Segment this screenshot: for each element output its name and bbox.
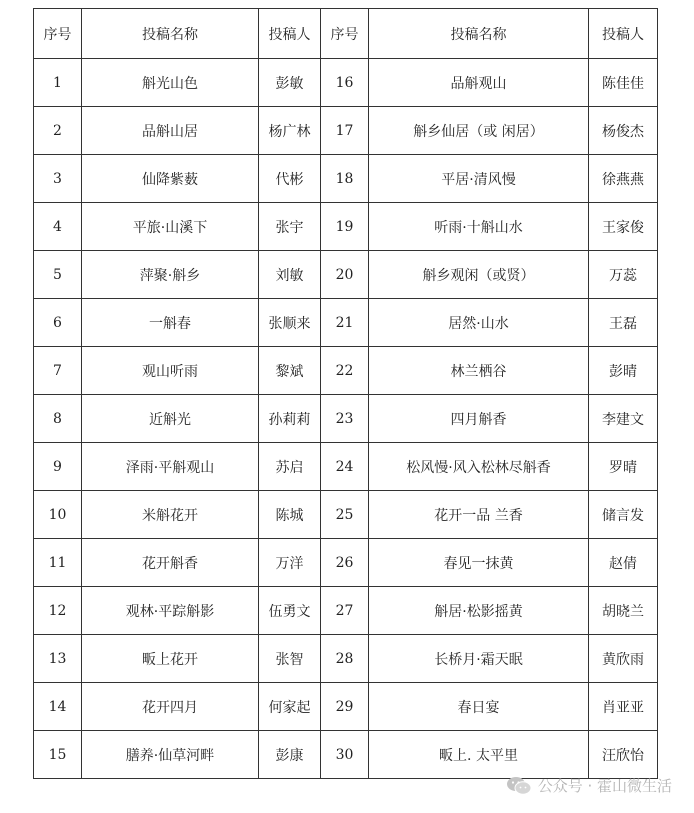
cell-title-left: 畈上花开	[82, 635, 259, 683]
cell-author-left: 杨广林	[259, 107, 321, 155]
cell-title-right: 花开一品 兰香	[369, 491, 589, 539]
header-serial-left: 序号	[34, 9, 82, 59]
cell-serial-right: 18	[321, 155, 369, 203]
cell-title-right: 松风慢·风入松林尽斛香	[369, 443, 589, 491]
table-row	[34, 683, 658, 731]
cell-title-left: 泽雨·平斛观山	[82, 443, 259, 491]
cell-serial-right: 27	[321, 587, 369, 635]
cell-serial-left: 8	[34, 395, 82, 443]
table-row	[34, 635, 658, 683]
cell-author-right: 李建文	[589, 395, 658, 443]
table-row	[34, 155, 658, 203]
cell-author-left: 张宇	[259, 203, 321, 251]
wechat-icon	[506, 776, 532, 796]
cell-title-left: 观山听雨	[82, 347, 259, 395]
cell-serial-left: 15	[34, 731, 82, 779]
table-row	[34, 203, 658, 251]
table-row	[34, 443, 658, 491]
cell-serial-right: 23	[321, 395, 369, 443]
cell-title-left: 一斛春	[82, 299, 259, 347]
cell-title-right: 平居·清风慢	[369, 155, 589, 203]
cell-title-right: 春见一抹黄	[369, 539, 589, 587]
cell-author-right: 黄欣雨	[589, 635, 658, 683]
cell-author-left: 代彬	[259, 155, 321, 203]
cell-author-right: 罗晴	[589, 443, 658, 491]
cell-serial-left: 6	[34, 299, 82, 347]
cell-title-right: 畈上. 太平里	[369, 731, 589, 779]
header-author-right: 投稿人	[589, 9, 658, 59]
cell-title-left: 近斛光	[82, 395, 259, 443]
cell-author-right: 赵倩	[589, 539, 658, 587]
cell-author-right: 王家俊	[589, 203, 658, 251]
header-title-right: 投稿名称	[369, 9, 589, 59]
table-row	[34, 491, 658, 539]
cell-serial-right: 16	[321, 59, 369, 107]
cell-serial-left: 1	[34, 59, 82, 107]
cell-title-right: 斛乡观闲（或贤）	[369, 251, 589, 299]
cell-author-right: 汪欣怡	[589, 731, 658, 779]
cell-serial-right: 22	[321, 347, 369, 395]
header-title-left: 投稿名称	[82, 9, 259, 59]
cell-title-right: 居然·山水	[369, 299, 589, 347]
table-row	[34, 299, 658, 347]
cell-author-left: 彭康	[259, 731, 321, 779]
cell-author-left: 黎斌	[259, 347, 321, 395]
cell-serial-right: 28	[321, 635, 369, 683]
table-row	[34, 59, 658, 107]
cell-title-left: 花开四月	[82, 683, 259, 731]
table-row	[34, 347, 658, 395]
cell-serial-left: 12	[34, 587, 82, 635]
cell-author-left: 张顺来	[259, 299, 321, 347]
cell-author-right: 徐燕燕	[589, 155, 658, 203]
cell-author-right: 肖亚亚	[589, 683, 658, 731]
cell-title-left: 斛光山色	[82, 59, 259, 107]
cell-title-right: 长桥月·霜天眠	[369, 635, 589, 683]
cell-author-left: 刘敏	[259, 251, 321, 299]
cell-author-right: 杨俊杰	[589, 107, 658, 155]
cell-title-right: 春日宴	[369, 683, 589, 731]
cell-author-left: 陈城	[259, 491, 321, 539]
cell-serial-right: 26	[321, 539, 369, 587]
cell-author-right: 陈佳佳	[589, 59, 658, 107]
cell-serial-left: 11	[34, 539, 82, 587]
cell-serial-right: 19	[321, 203, 369, 251]
cell-title-right: 品斛观山	[369, 59, 589, 107]
cell-title-left: 米斛花开	[82, 491, 259, 539]
cell-title-left: 品斛山居	[82, 107, 259, 155]
cell-author-right: 胡晓兰	[589, 587, 658, 635]
cell-author-right: 万蕊	[589, 251, 658, 299]
cell-serial-right: 30	[321, 731, 369, 779]
header-author-left: 投稿人	[259, 9, 321, 59]
watermark-text: 公众号 · 霍山微生活	[537, 777, 672, 795]
table-row	[34, 395, 658, 443]
cell-title-left: 观林·平踪斛影	[82, 587, 259, 635]
cell-serial-left: 13	[34, 635, 82, 683]
cell-title-right: 四月斛香	[369, 395, 589, 443]
cell-serial-left: 5	[34, 251, 82, 299]
cell-author-right: 彭晴	[589, 347, 658, 395]
cell-serial-left: 10	[34, 491, 82, 539]
table-row	[34, 251, 658, 299]
table-row	[34, 587, 658, 635]
cell-serial-right: 25	[321, 491, 369, 539]
cell-title-left: 花开斛香	[82, 539, 259, 587]
submissions-table	[33, 8, 658, 779]
cell-serial-right: 20	[321, 251, 369, 299]
cell-author-left: 张智	[259, 635, 321, 683]
cell-serial-left: 9	[34, 443, 82, 491]
watermark	[506, 775, 672, 796]
table-body	[34, 59, 658, 779]
cell-serial-left: 14	[34, 683, 82, 731]
cell-serial-left: 7	[34, 347, 82, 395]
cell-author-left: 彭敏	[259, 59, 321, 107]
cell-author-left: 万洋	[259, 539, 321, 587]
cell-author-left: 苏启	[259, 443, 321, 491]
cell-serial-left: 2	[34, 107, 82, 155]
cell-title-right: 听雨·十斛山水	[369, 203, 589, 251]
table-header-row	[34, 9, 658, 59]
cell-title-right: 斛乡仙居（或 闲居）	[369, 107, 589, 155]
cell-title-left: 膳养·仙草河畔	[82, 731, 259, 779]
cell-title-right: 斛居·松影摇黄	[369, 587, 589, 635]
table-row	[34, 107, 658, 155]
cell-title-left: 平旅·山溪下	[82, 203, 259, 251]
cell-serial-right: 17	[321, 107, 369, 155]
table-row	[34, 731, 658, 779]
cell-author-right: 王磊	[589, 299, 658, 347]
cell-author-left: 何家起	[259, 683, 321, 731]
header-serial-right: 序号	[321, 9, 369, 59]
cell-title-left: 萍聚·斛乡	[82, 251, 259, 299]
cell-author-left: 孙莉莉	[259, 395, 321, 443]
cell-serial-right: 21	[321, 299, 369, 347]
cell-title-right: 林兰栖谷	[369, 347, 589, 395]
cell-author-right: 储言发	[589, 491, 658, 539]
cell-author-left: 伍勇文	[259, 587, 321, 635]
cell-serial-right: 29	[321, 683, 369, 731]
table-row	[34, 539, 658, 587]
cell-serial-right: 24	[321, 443, 369, 491]
cell-title-left: 仙降紫薮	[82, 155, 259, 203]
cell-serial-left: 3	[34, 155, 82, 203]
cell-serial-left: 4	[34, 203, 82, 251]
